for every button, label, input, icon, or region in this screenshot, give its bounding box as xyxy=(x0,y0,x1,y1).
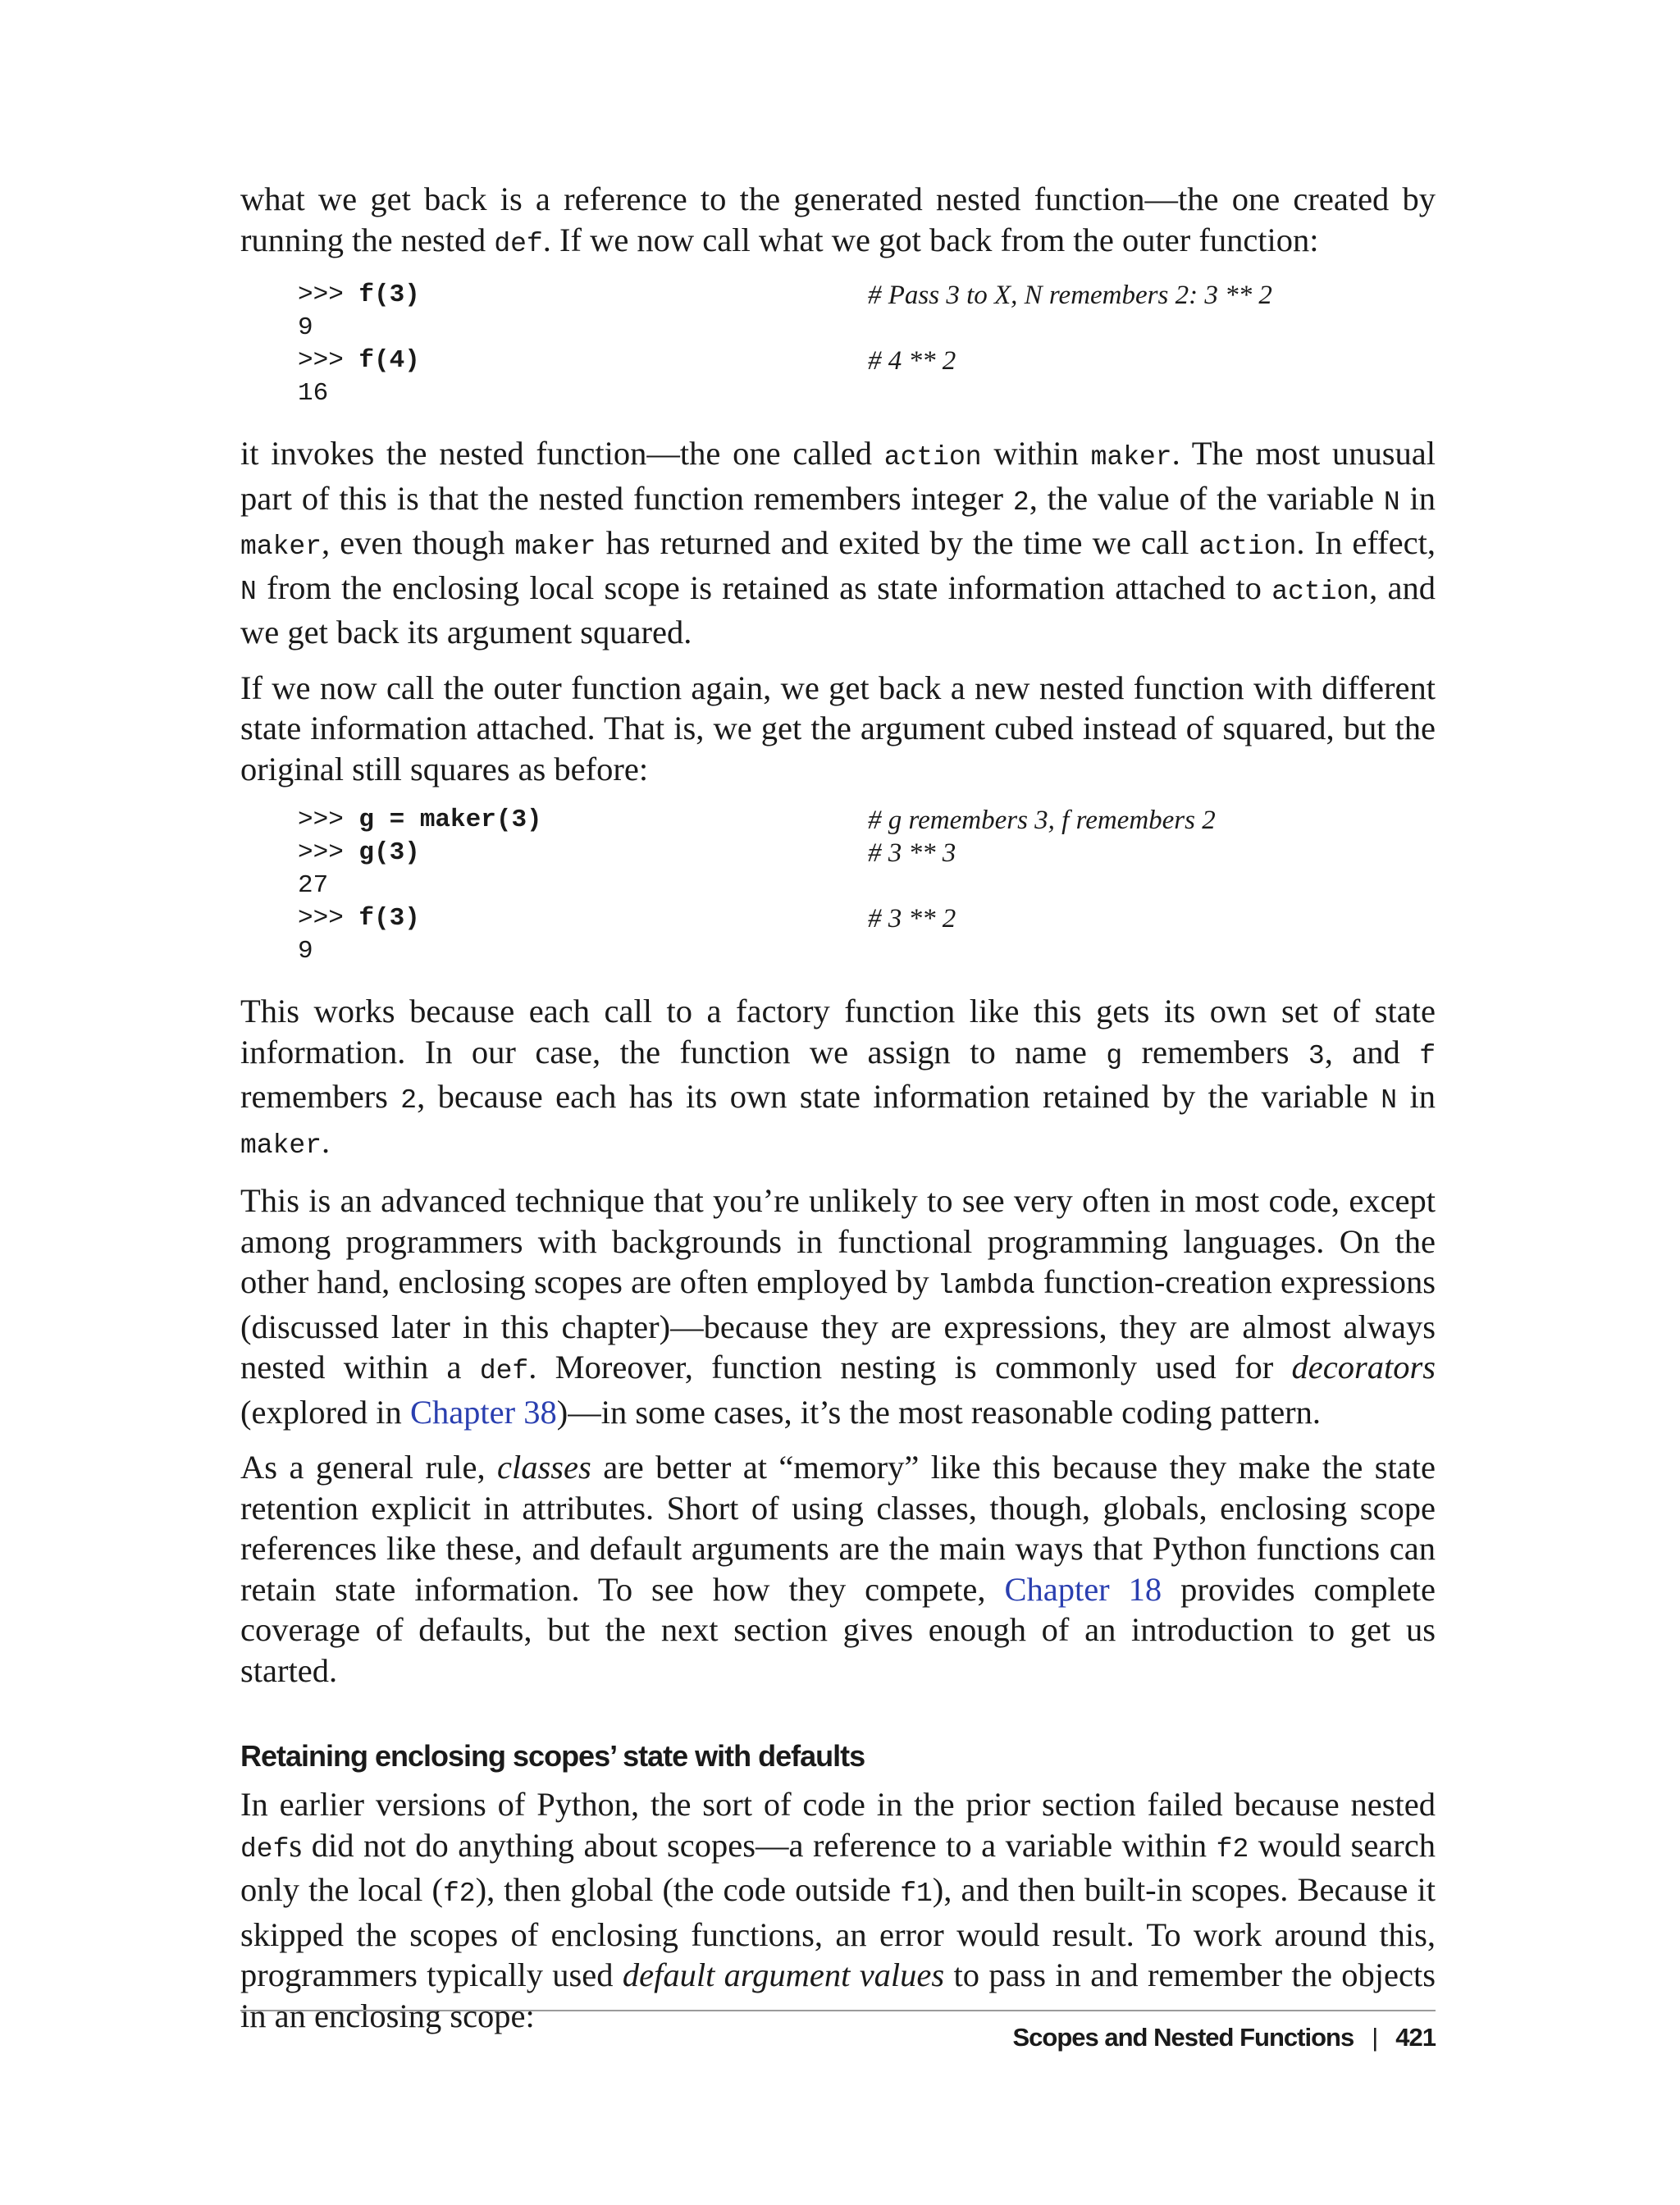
inline-code: maker xyxy=(240,532,322,562)
chapter-18-link[interactable]: Chapter 18 xyxy=(1004,1570,1162,1608)
code-command: g(3) xyxy=(358,838,420,867)
inline-code: N xyxy=(1383,486,1400,518)
text: what we get back is a reference to the generated nested function—the one created by running the nested xyxy=(240,180,1436,258)
code-output: 9 xyxy=(298,313,313,342)
code-line xyxy=(298,345,1436,377)
code-command: f(3) xyxy=(358,904,420,933)
text: provides complete coverage of defaults, but the next section gives enough of an introduction to get us started. xyxy=(240,1570,1436,1689)
code-line xyxy=(298,870,1436,902)
inline-code: lambda xyxy=(937,1271,1035,1301)
code-line xyxy=(298,377,1436,410)
code-comment: # 4 ** 2 xyxy=(868,346,956,376)
paragraph-1 xyxy=(240,179,1436,264)
footer-separator: | xyxy=(1372,2023,1378,2052)
code-line xyxy=(298,902,1436,935)
text: )—in some cases, it’s the most reasonable coding pattern. xyxy=(556,1393,1322,1431)
text: . Moreover, function nesting is commonly used for xyxy=(528,1349,1292,1386)
page-footer xyxy=(240,2023,1436,2052)
inline-code: 2 xyxy=(1012,486,1029,518)
inline-code: g xyxy=(1106,1040,1123,1071)
inline-code: 3 xyxy=(1308,1040,1325,1071)
repl-prompt: >>> xyxy=(298,904,359,933)
text: to pass in and remember the objects in an enclosing scope: xyxy=(240,1956,1436,2034)
inline-code: def xyxy=(240,1833,290,1865)
code-block-2 xyxy=(298,804,1436,968)
text: (explored in xyxy=(240,1393,410,1431)
code-block-1 xyxy=(298,279,1436,410)
emphasis: decorators xyxy=(1291,1349,1436,1386)
inline-code: N xyxy=(240,576,257,607)
code-comment: # 3 ** 3 xyxy=(868,838,956,868)
text: . In effect, xyxy=(1296,524,1436,561)
text: s did not do anything about scopes—a reference to a variable within xyxy=(289,1826,1217,1864)
emphasis: classes xyxy=(497,1449,591,1486)
text: , the value of the variable xyxy=(1029,479,1384,517)
text: As a general rule, xyxy=(240,1449,498,1486)
inline-code: def xyxy=(479,1356,529,1386)
inline-code: f2 xyxy=(1216,1833,1249,1865)
text: it invokes the nested function—the one called xyxy=(240,435,884,472)
emphasis: default argument values xyxy=(622,1956,945,1993)
paragraph-2 xyxy=(240,433,1436,653)
code-comment: # 3 ** 2 xyxy=(868,904,956,934)
paragraph-5 xyxy=(240,1180,1436,1432)
text: ), then global (the code outside xyxy=(475,1871,901,1908)
text: This is an advanced technique that you’re unlikely to see very often in most code, except among programmers with backgrounds in functional programming languages. On the other hand, enclosing scopes are often employed by xyxy=(240,1182,1436,1300)
page-number: 421 xyxy=(1395,2023,1436,2052)
code-line xyxy=(298,837,1436,870)
code-output: 27 xyxy=(298,871,329,900)
code-line xyxy=(298,935,1436,968)
code-line xyxy=(298,804,1436,837)
text: within xyxy=(981,435,1091,472)
text: , and xyxy=(1324,1033,1420,1071)
text: . xyxy=(322,1122,331,1160)
inline-code: N xyxy=(1381,1085,1398,1116)
text: remembers xyxy=(1122,1033,1308,1071)
repl-prompt: >>> xyxy=(298,281,359,309)
code-command: f(4) xyxy=(358,346,420,375)
page-content xyxy=(240,179,1436,2051)
running-footer-title: Scopes and Nested Functions xyxy=(1012,2023,1354,2052)
inline-code: f xyxy=(1419,1040,1436,1071)
footer-divider xyxy=(240,2010,1436,2011)
inline-code: maker xyxy=(240,1130,322,1161)
text: would search only the local ( xyxy=(240,1826,1436,1908)
text: are better at “memory” like this because they make the state retention explicit in attributes. Short of using classes, though, globals, enclosing scope references like these, and default arguments are the main ways that Python functions can retain state information. To see how they compete, xyxy=(240,1449,1436,1608)
text: function-creation expressions (discussed later in this chapter)—because they are expressions, they are almost always nested within a xyxy=(240,1263,1436,1386)
text: . If we now call what we got back from the outer function: xyxy=(542,221,1319,258)
text: In earlier versions of Python, the sort of code in the prior section failed because nested xyxy=(240,1786,1436,1823)
code-command: g = maker(3) xyxy=(358,806,542,834)
text: , even though xyxy=(322,524,515,561)
inline-code: f2 xyxy=(442,1879,476,1909)
code-command: f(3) xyxy=(358,281,420,309)
inline-code: def xyxy=(494,228,543,259)
section-heading: Retaining enclosing scopes’ state with defaults xyxy=(240,1739,865,1773)
text: . The most unusual part of this is that the nested function remembers integer xyxy=(240,435,1436,517)
inline-code: action xyxy=(883,442,982,472)
code-line xyxy=(298,312,1436,345)
text: , and we get back its argument squared. xyxy=(240,568,1436,651)
inline-code: maker xyxy=(514,532,596,562)
inline-code: f1 xyxy=(900,1879,933,1909)
inline-code: maker xyxy=(1090,442,1172,472)
repl-prompt: >>> xyxy=(298,346,359,375)
inline-code: action xyxy=(1271,576,1370,607)
text: ), and then built-in scopes. Because it skipped the scopes of enclosing functions, an error would result. To work around this, programmers typically used xyxy=(240,1871,1436,1993)
text: , because each has its own state information retained by the variable xyxy=(417,1078,1381,1115)
code-output: 9 xyxy=(298,937,313,966)
code-comment: # g remembers 3, f remembers 2 xyxy=(868,806,1216,835)
paragraph-7 xyxy=(240,1784,1436,2036)
code-output: 16 xyxy=(298,379,329,408)
code-line xyxy=(298,279,1436,312)
paragraph-3: If we now call the outer function again, we get back a new nested function with different state information attached. That is, we get the argument cubed instead of squared, but the original still squares as before: xyxy=(240,669,1436,788)
text: from the enclosing local scope is retained as state information attached to xyxy=(256,568,1272,606)
paragraph-4 xyxy=(240,991,1436,1166)
code-comment: # Pass 3 to X, N remembers 2: 3 ** 2 xyxy=(868,281,1272,310)
text: remembers xyxy=(240,1078,401,1115)
text: This works because each call to a factory function like this gets its own set of state information. In our case, the function we assign to name xyxy=(240,993,1436,1071)
inline-code: 2 xyxy=(400,1085,418,1116)
inline-code: action xyxy=(1198,532,1297,562)
repl-prompt: >>> xyxy=(298,838,359,867)
text: has returned and exited by the time we call xyxy=(596,524,1199,561)
text: in xyxy=(1399,479,1436,517)
text: in xyxy=(1397,1078,1436,1115)
paragraph-6 xyxy=(240,1447,1436,1691)
repl-prompt: >>> xyxy=(298,806,359,834)
chapter-38-link[interactable]: Chapter 38 xyxy=(409,1393,557,1431)
